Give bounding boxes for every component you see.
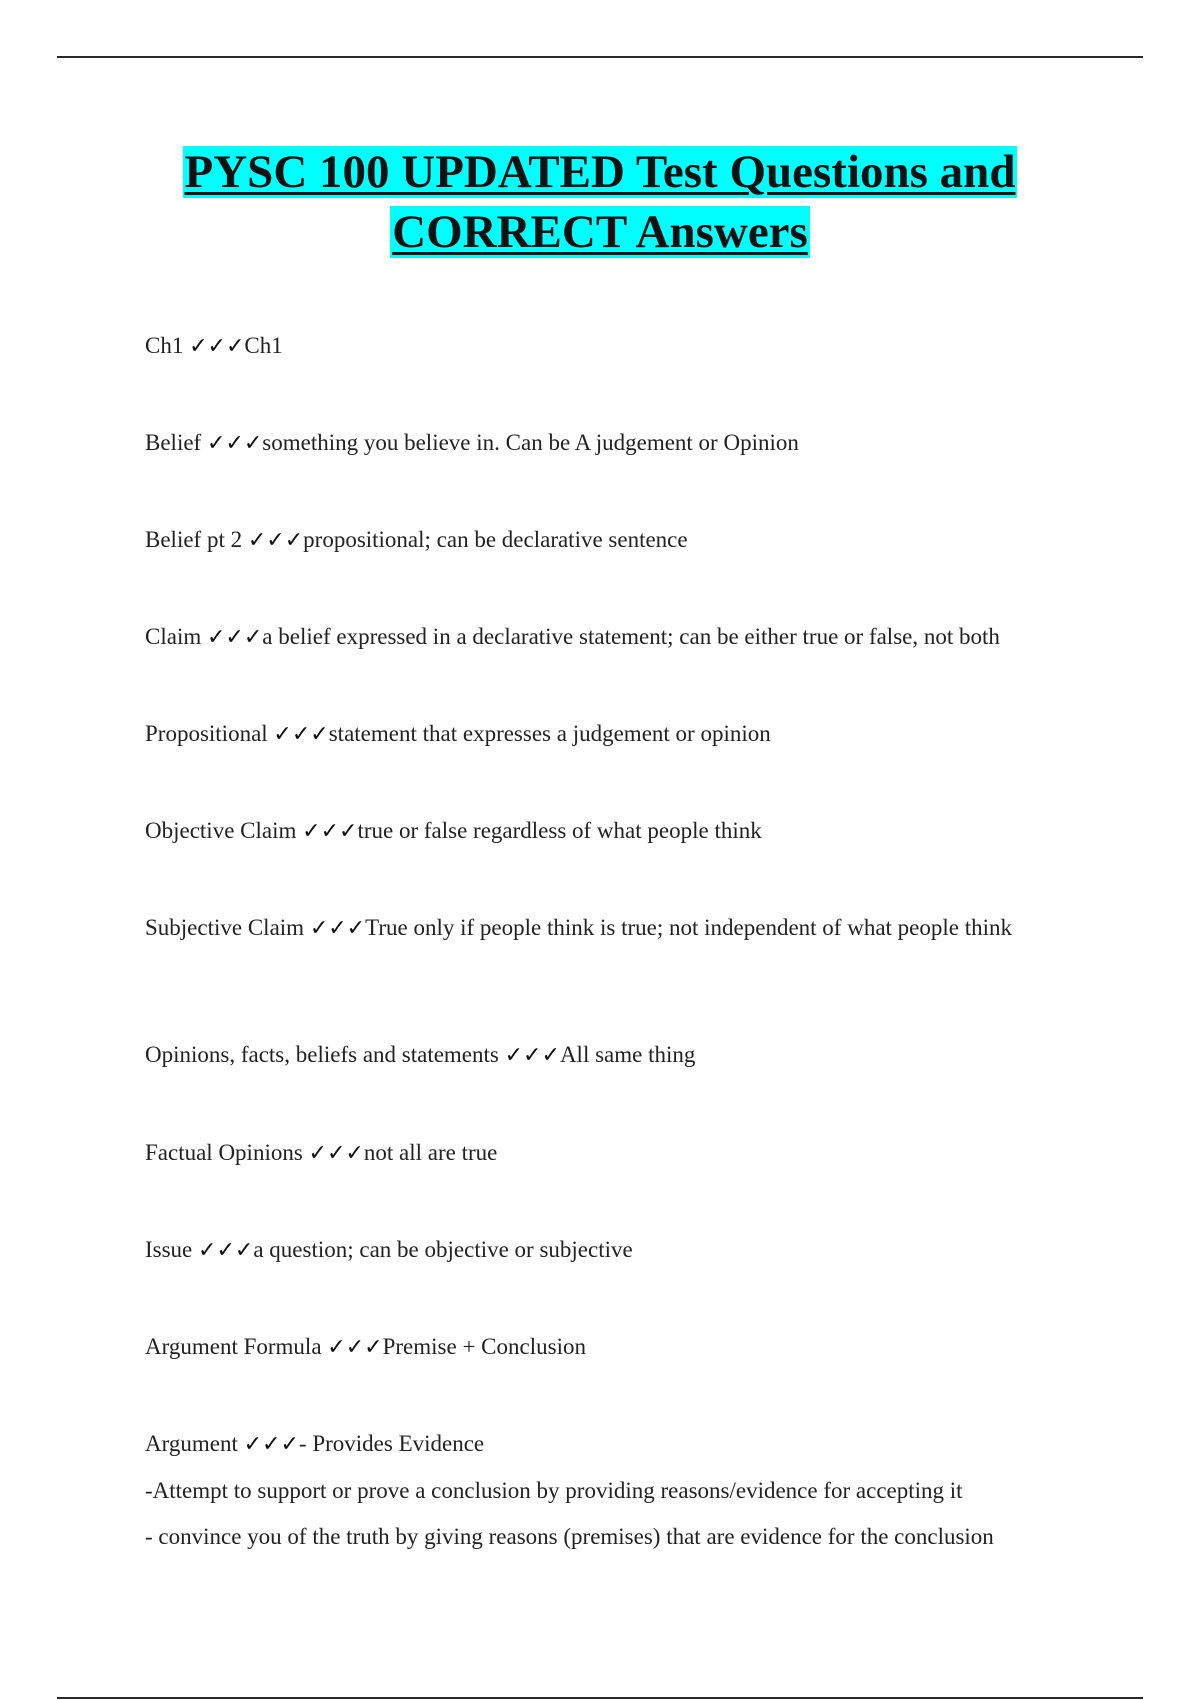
entry-term: Claim	[145, 624, 207, 649]
qa-entry	[145, 330, 1065, 363]
entry-term: Opinions, facts, beliefs and statements	[145, 1042, 505, 1067]
entry-answer: a belief expressed in a declarative statement; can be either true or false, not both	[262, 624, 1000, 649]
qa-entry	[145, 1039, 1065, 1072]
checkmark-icon: ✓✓✓	[504, 1043, 560, 1068]
entry-term: Belief	[145, 430, 207, 455]
qa-entry	[145, 912, 1065, 945]
checkmark-icon: ✓✓✓	[308, 1141, 364, 1166]
qa-entry	[145, 427, 1065, 460]
qa-entry	[145, 1137, 1065, 1170]
footer-rule	[57, 1697, 1143, 1699]
qa-entry	[145, 621, 1065, 654]
checkmark-icon: ✓✓✓	[309, 916, 366, 941]
entry-term: Ch1	[145, 333, 190, 358]
checkmark-icon: ✓✓✓	[273, 722, 329, 747]
qa-entry	[145, 524, 1065, 557]
entry-answer: something you believe in. Can be A judgement or Opinion	[262, 430, 799, 455]
entry-detail-line: -Attempt to support or prove a conclusion by providing reasons/evidence for accepting it	[145, 1478, 963, 1503]
entry-answer: propositional; can be declarative sentence	[303, 527, 688, 552]
entry-term: Argument	[145, 1431, 244, 1456]
entry-answer: Ch1	[244, 333, 283, 358]
qa-entry	[145, 815, 1065, 848]
checkmark-icon: ✓✓✓	[302, 819, 358, 844]
document-title	[0, 142, 1200, 262]
entry-answer: a question; can be objective or subjective	[253, 1237, 633, 1262]
entry-term: Objective Claim	[145, 818, 303, 843]
entry-term: Belief pt 2	[145, 527, 248, 552]
title-line-2: CORRECT Answers	[392, 206, 808, 258]
entry-term: Factual Opinions	[145, 1140, 309, 1165]
entry-answer: statement that expresses a judgement or opinion	[328, 721, 771, 746]
checkmark-icon: ✓✓✓	[327, 1335, 383, 1360]
entry-answer: True only if people think is true; not independent of what people think	[365, 915, 1012, 940]
entry-answer: Premise + Conclusion	[382, 1334, 586, 1359]
checkmark-icon: ✓✓✓	[198, 1238, 254, 1263]
qa-entry	[145, 1331, 1065, 1364]
entry-detail-line: - convince you of the truth by giving reasons (premises) that are evidence for the conclusion	[145, 1524, 994, 1549]
checkmark-icon: ✓✓✓	[243, 1432, 299, 1457]
header-rule	[57, 56, 1143, 58]
checkmark-icon: ✓✓✓	[206, 431, 263, 456]
entry-term: Argument Formula	[145, 1334, 328, 1359]
entry-answer: not all are true	[363, 1140, 498, 1165]
checkmark-icon: ✓✓✓	[247, 528, 304, 553]
entry-term: Propositional	[145, 721, 274, 746]
qa-entry	[145, 718, 1065, 751]
qa-entry	[145, 1428, 1105, 1553]
entry-answer: All same thing	[559, 1042, 696, 1067]
checkmark-icon: ✓✓✓	[206, 625, 263, 650]
entry-answer: - Provides Evidence	[298, 1431, 485, 1456]
entry-term: Subjective Claim	[145, 915, 310, 940]
entry-term: Issue	[145, 1237, 199, 1262]
entry-answer: true or false regardless of what people think	[357, 818, 762, 843]
title-line-1: PYSC 100 UPDATED Test Questions and	[184, 146, 1016, 198]
checkmark-icon: ✓✓✓	[189, 334, 245, 359]
qa-entry	[145, 1234, 1065, 1267]
